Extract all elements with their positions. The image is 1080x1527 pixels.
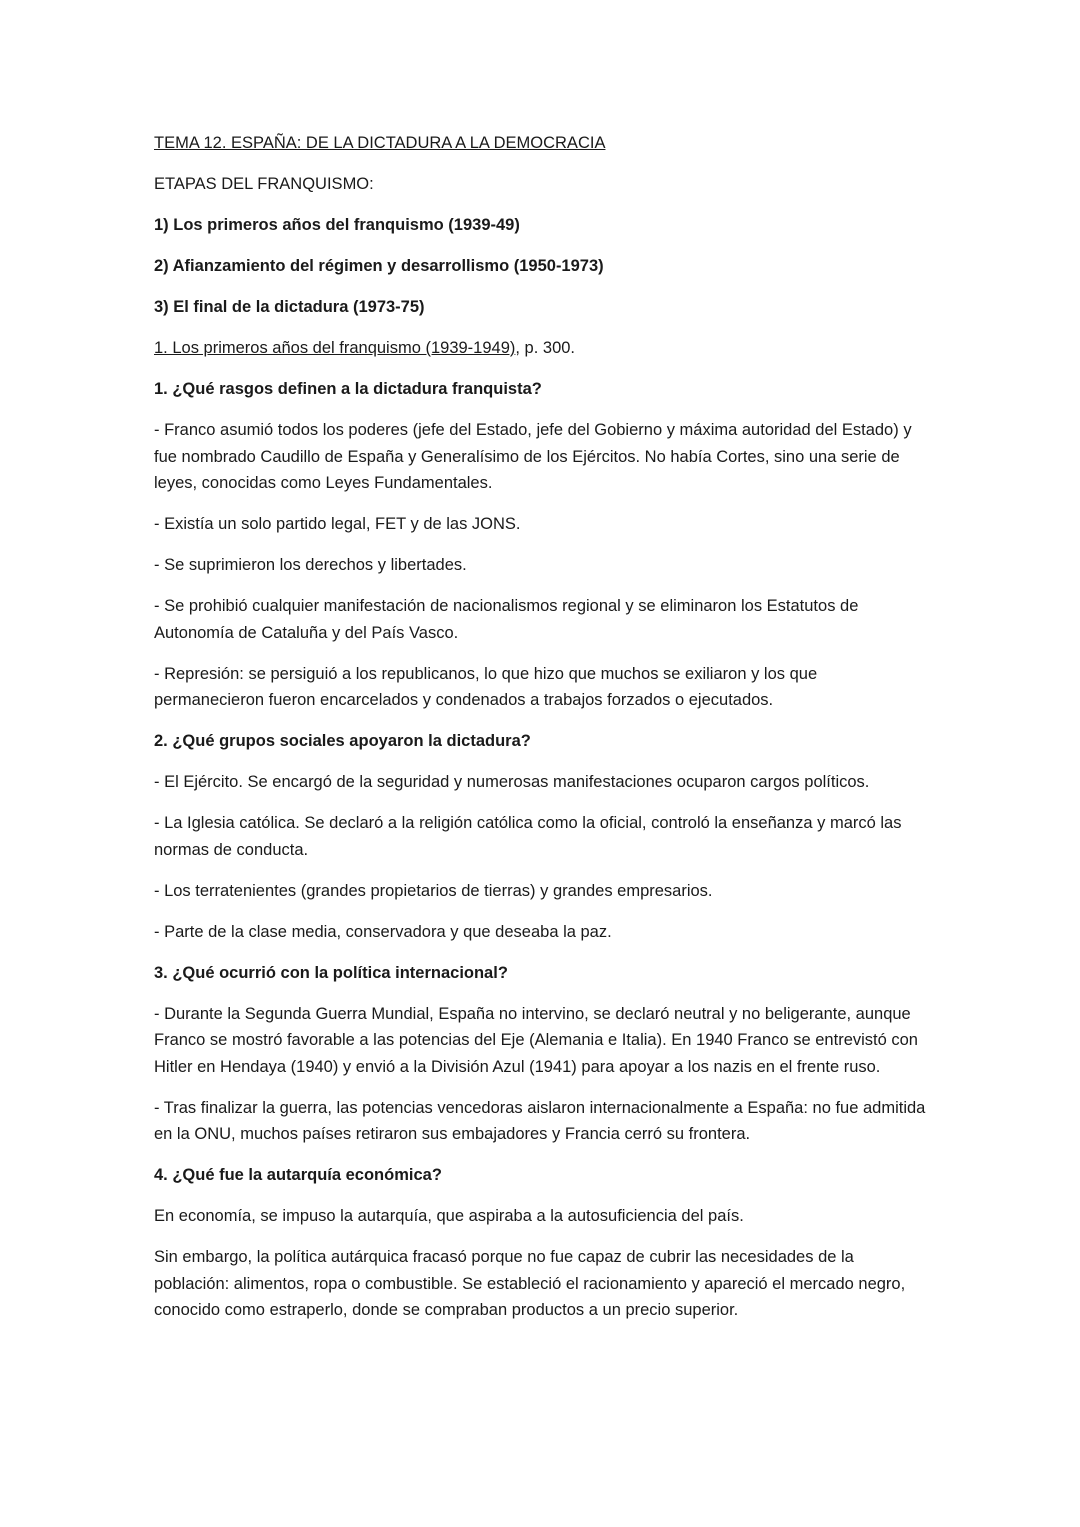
paragraph: - Los terratenientes (grandes propietarios de tierras) y grandes empresarios.: [154, 881, 713, 900]
section-heading: 1. Los primeros años del franquismo (1939-1949): [154, 339, 516, 357]
paragraph: - Franco asumió todos los poderes (jefe del Estado, jefe del Gobierno y máxima autoridad del Estado) y fue nombrado Caudillo de España y Generalísimo de los Ejércitos. No había Cortes, sino una serie de leyes, conocidas como Leyes Fundamentales.: [154, 421, 912, 492]
paragraph: - La Iglesia católica. Se declaró a la religión católica como la oficial, controló la enseñanza y marcó las normas de conducta.: [154, 814, 902, 859]
paragraph: - El Ejército. Se encargó de la seguridad y numerosas manifestaciones ocuparon cargos políticos.: [154, 773, 870, 791]
stage-item: 3) El final de la dictadura (1973-75): [154, 298, 425, 316]
paragraph: - Se suprimieron los derechos y libertades.: [154, 556, 467, 574]
section-heading-line: [154, 335, 930, 362]
question-heading: 3. ¿Qué ocurrió con la política internacional?: [154, 963, 508, 982]
paragraph: - Represión: se persiguió a los republicanos, lo que hizo que muchos se exiliaron y los que permanecieron fueron encarcelados y condenados a trabajos forzados o ejecutados.: [154, 664, 818, 709]
stages-heading: ETAPAS DEL FRANQUISMO:: [154, 175, 374, 193]
stage-item: 2) Afianzamiento del régimen y desarrollismo (1950-1973): [154, 257, 604, 275]
paragraph: - Se prohibió cualquier manifestación de nacionalismos regional y se eliminaron los Estatutos de Autonomía de Cataluña y del País Vasco.: [154, 597, 859, 642]
question-heading: 1. ¿Qué rasgos definen a la dictadura franquista?: [154, 380, 542, 398]
section-page-ref: , p. 300.: [515, 339, 576, 357]
paragraph: Sin embargo, la política autárquica fracasó porque no fue capaz de cubrir las necesidades de la población: alimentos, ropa o combustible. Se estableció el racionamiento y apareció el mercado negro, conocido como estraperlo, donde se compraban productos a un precio superior.: [154, 1248, 906, 1319]
stage-item: 1) Los primeros años del franquismo (1939-49): [154, 216, 520, 234]
paragraph: - Durante la Segunda Guerra Mundial, España no intervino, se declaró neutral y no beligerante, aunque Franco se mostró favorable a las potencias del Eje (Alemania e Italia). En 1940 Franco se entrevistó con Hitler en Hendaya (1940) y envió a la División Azul (1941) para apoyar a los nazis en el frente ruso.: [154, 1004, 918, 1076]
paragraph: - Tras finalizar la guerra, las potencias vencedoras aislaron internacionalmente a España: no fue admitida en la ONU, muchos países retiraron sus embajadores y Francia cerró su frontera.: [154, 1098, 926, 1143]
paragraph: En economía, se impuso la autarquía, que aspiraba a la autosuficiencia del país.: [154, 1207, 744, 1225]
question-heading: 2. ¿Qué grupos sociales apoyaron la dictadura?: [154, 732, 531, 750]
paragraph: - Existía un solo partido legal, FET y de las JONS.: [154, 515, 521, 533]
question-heading: 4. ¿Qué fue la autarquía económica?: [154, 1166, 442, 1184]
document-title: TEMA 12. ESPAÑA: DE LA DICTADURA A LA DEMOCRACIA: [154, 134, 606, 152]
paragraph: - Parte de la clase media, conservadora y que deseaba la paz.: [154, 922, 612, 941]
